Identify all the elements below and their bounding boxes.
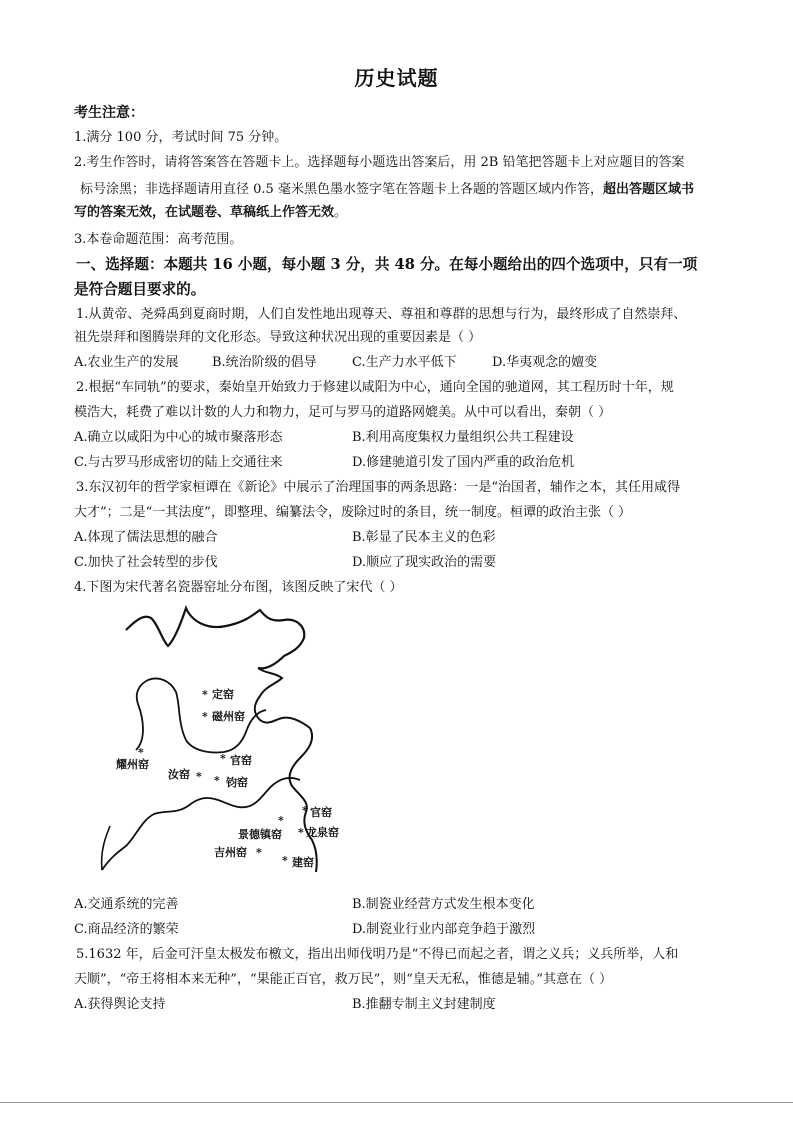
kiln-jizhou-star: * [256, 846, 262, 859]
question-4-option-b: B.制瓷业经营方式发生根本变化 [352, 897, 535, 912]
question-1-option-a: A.农业生产的发展 [74, 355, 179, 370]
question-2-stem-2: 模浩大，耗费了难以计数的人力和物力，足可与罗马的道路网媲美。从中可以看出，秦朝（ ） [74, 405, 612, 420]
question-3-option-b: B.彰显了民本主义的色彩 [352, 530, 496, 545]
kiln-cizhou-star: * [202, 710, 208, 723]
page-title: 历史试题 [354, 66, 439, 90]
kiln-jizhou-label: 吉州窑 [214, 846, 247, 859]
question-1-stem-2: 祖先崇拜和图腾崇拜的文化形态。导致这种状况出现的重要因素是（ ） [74, 330, 482, 345]
kiln-guan-north-label: 官窑 [230, 754, 252, 767]
notice-item-2-line-3 [74, 203, 347, 223]
notice-item-2-bold-2: 写的答案无效，在试题卷、草稿纸上作答无效 [74, 205, 335, 220]
question-5-option-a: A.获得舆论支持 [74, 997, 166, 1012]
kiln-guan-north [220, 752, 252, 767]
kiln-longquan-label: 龙泉窑 [306, 826, 339, 839]
notice-item-3: 3.本卷命题范围：高考范围。 [74, 232, 243, 247]
question-3-option-c: C.加快了社会转型的步伐 [74, 555, 218, 570]
question-2-stem-1: 2.根据“车同轨”的要求，秦始皇开始致力于修建以咸阳为中心，通向全国的驰道网，其工程历时十年，规 [76, 380, 674, 395]
question-4-option-a: A.交通系统的完善 [74, 897, 179, 912]
question-2-option-c: C.与古罗马形成密切的陆上交通往来 [74, 455, 283, 470]
question-4-option-c: C.商品经济的繁荣 [74, 922, 179, 937]
kiln-cizhou-label: 磁州窑 [212, 710, 245, 723]
question-3-stem-2: 大才”；二是“一其法度”，即整理、编纂法令，废除过时的条目，统一制度。桓谭的政治主张（ ） [74, 505, 632, 520]
kiln-jian [282, 854, 314, 869]
question-1-stem-1: 1.从黄帝、尧舜禹到夏商时期，人们自发性地出现尊天、尊祖和尊群的思想与行为，最终形成了自然崇拜、 [76, 307, 687, 322]
kiln-ding-star: * [202, 688, 208, 701]
map-bohai-coast [255, 668, 310, 728]
kiln-jian-label: 建窑 [292, 856, 314, 869]
kiln-ru [168, 767, 202, 783]
map-yellow-river [136, 679, 266, 753]
section-1-line-2: 是符合题目要求的。 [74, 281, 206, 298]
kiln-jingdezhen-label: 景德镇窑 [238, 828, 282, 841]
question-5-option-b: B.推翻专制主义封建制度 [352, 997, 496, 1012]
kiln-longquan-star: * [298, 826, 304, 839]
kiln-jun [214, 774, 248, 789]
kiln-ding [202, 687, 234, 701]
notice-item-2-end: 。 [334, 205, 348, 220]
kiln-longquan [298, 825, 339, 839]
section-1-line-1: 一、选择题：本题共 16 小题，每小题 3 分，共 48 分。在每小题给出的四个选项中，只有一项 [76, 256, 698, 273]
notice-item-2-text: 标号涂黑；非选择题请用直径 0.5 毫米黑色墨水签字笔在答题卡上各题的答题区域内作答， [80, 182, 603, 197]
question-3-option-a: A.体现了儒法思想的融合 [74, 530, 218, 545]
kiln-jun-label: 钧窑 [226, 776, 248, 789]
kiln-jingdezhen [238, 814, 284, 841]
question-2-option-d: D.修建驰道引发了国内严重的政治危机 [352, 455, 575, 470]
kiln-yaozhou-label: 耀州窑 [116, 758, 149, 771]
kiln-jun-star: * [214, 774, 220, 787]
kiln-ru-label: 汝窑 [168, 768, 190, 781]
question-4-option-d: D.制瓷业行业内部竞争趋于激烈 [352, 922, 536, 937]
question-1-option-b: B.统治阶级的倡导 [212, 355, 317, 370]
kiln-ding-label: 定窑 [212, 688, 234, 701]
kiln-cizhou [202, 709, 245, 723]
question-2-option-b: B.利用高度集权力量组织公共工程建设 [352, 430, 574, 445]
question-1-option-c: C.生产力水平低下 [352, 355, 457, 370]
kiln-jizhou [214, 845, 262, 859]
question-5-stem-1: 5.1632 年，后金可汗皇太极发布檄文，指出出师伐明乃是“不得已而起之者，谓之义兵；义兵所举，人和 [76, 947, 679, 962]
question-3-stem-1: 3.东汉初年的哲学家桓谭在《新论》中展示了治理国事的两条思路：一是“治国者，辅作之本，其任用咸得 [76, 480, 681, 495]
kiln-yaozhou [116, 746, 149, 771]
question-2-option-a: A.确立以咸阳为中心的城市聚落形态 [74, 430, 283, 445]
notice-item-2-bold-1: 超出答题区域书 [602, 182, 694, 197]
kiln-guan-south-label: 官窑 [310, 806, 332, 819]
page-bottom-rule [0, 1102, 793, 1103]
kiln-guan-south-star: * [302, 804, 308, 817]
notice-item-1: 1.满分 100 分，考试时间 75 分钟。 [74, 130, 288, 145]
map-east-coast [290, 728, 317, 872]
map-yangtze-river [102, 778, 300, 870]
notice-item-2-line-1: 2.考生作答时，请将答案答在答题卡上。选择题每小题选出答案后，用 2B 铅笔把答题卡上对应题目的答案 [74, 155, 685, 170]
question-3-option-d: D.顺应了现实政治的需要 [352, 555, 497, 570]
kiln-jingdezhen-star: * [278, 814, 284, 827]
kiln-guan-north-star: * [220, 752, 226, 765]
kiln-ru-star: * [196, 770, 202, 783]
song-kiln-map [96, 600, 366, 875]
notice-item-2-line-2 [80, 180, 694, 200]
kiln-guan-south [302, 804, 332, 819]
kiln-jian-star: * [282, 854, 288, 867]
question-4-stem-1: 4.下图为宋代著名瓷器窑址分布图，该图反映了宋代（ ） [74, 580, 403, 595]
kiln-yaozhou-star: * [138, 746, 144, 759]
notice-heading: 考生注意： [74, 105, 144, 121]
question-5-stem-2: 天顺”，“帝王将相本来无种”，“果能正百官，救万民”，则“皇天无私，惟德是辅。”其意在（ ） [74, 972, 613, 987]
question-1-option-d: D.华夷观念的嬗变 [492, 355, 598, 370]
map-north-border [126, 608, 304, 668]
